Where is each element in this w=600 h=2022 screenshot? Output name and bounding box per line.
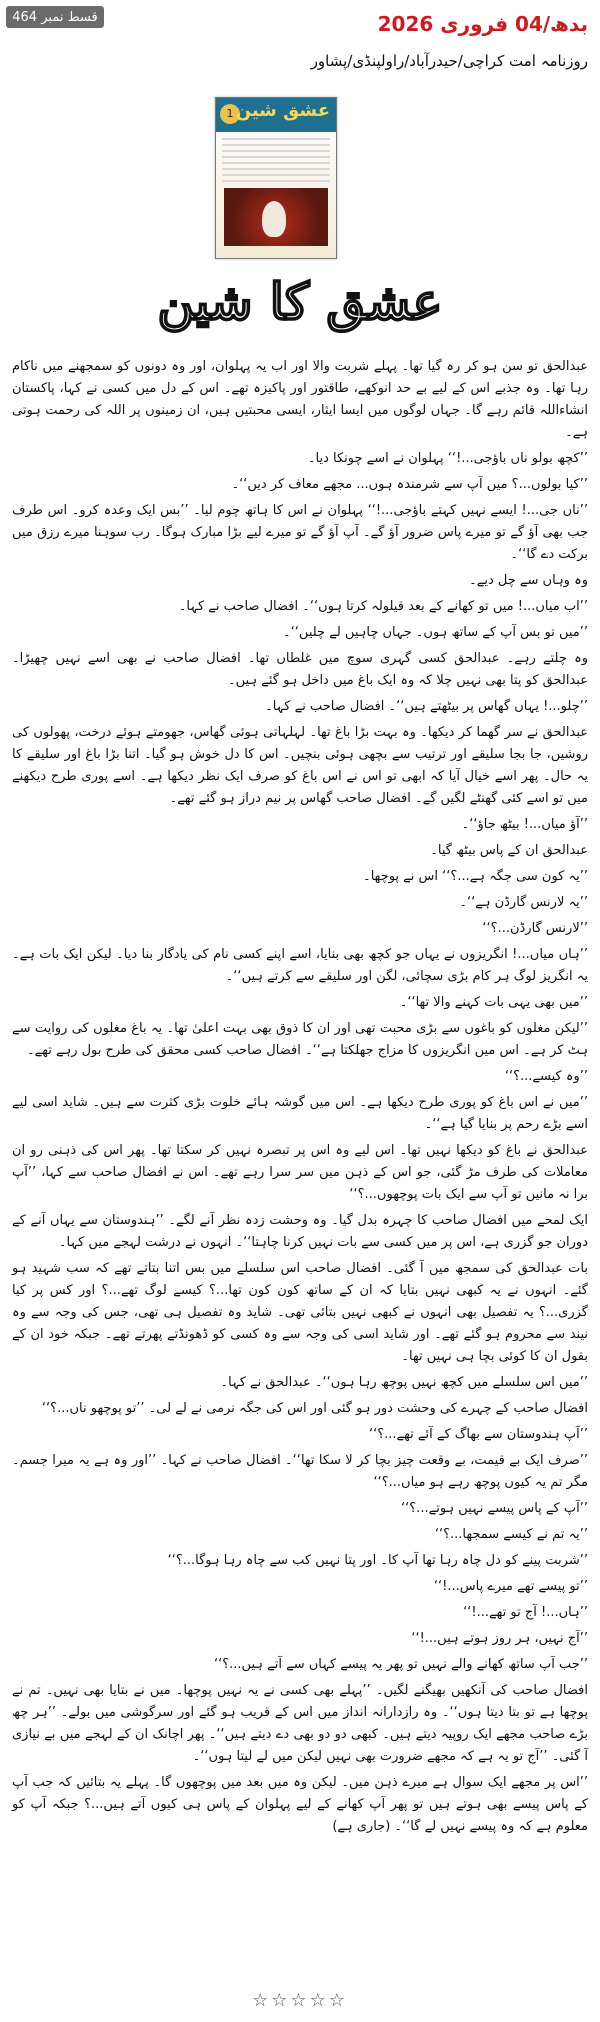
cover-text-block [222,138,330,184]
article-paragraph: ’’اب میاں...! میں تو کھانے کے بعد قیلولہ کرتا ہوں‘‘۔ افضال صاحب نے کہا۔ [178,599,588,614]
article-paragraph: عبدالحق نے سر گھما کر دیکھا۔ وہ بہت بڑا باغ تھا۔ لہلہاتی ہوئی گھاس، جھومتے ہوئے درخت، پھولوں کی روشیں، جا بجا سلیقے اور ترتیب سے بچھی ہوئی بنچیں۔ اس کا دل خوش ہو گیا۔ اتنا بڑا باغ اور سلیقے کا یہ حال۔ پھر اسے خیال آیا کہ ابھی تو اس نے اس باغ کو صرف ایک نظر دیکھا ہے۔ اسے پوری طرح دیکھنے میں تو اسے کئی گھنٹے لگیں گے۔ افضال صاحب گھاس پر نیم دراز ہو گئے تھے۔ [12,725,588,806]
article-paragraph: افضال صاحب کی آنکھیں بھیگنے لگیں۔ ’’پہلے بھی کسی نے یہ نہیں پوچھا۔ میں نے بتایا بھی نہیں۔ تم نے پوچھا ہے تو بتا دیتا ہوں‘‘۔ وہ رازدارانہ انداز میں اس کے قریب ہو گئے اور سرگوشی میں بولے۔ ’’ہر چھ بڑے صاحب مجھے ایک روپیہ دیتے ہیں۔ کبھی دو دو بھی دے دیتے ہیں‘‘۔ پھر اچانک ان کے لہجے میں بے نیازی آ گئی۔ ’’آج تو یہ ہے کہ مجھے ضرورت بھی نہیں لیکن میں لے لیتا ہوں‘‘۔ [12,1683,588,1764]
article-paragraph: وہ وہاں سے چل دیے۔ [469,573,588,588]
article-paragraph: ’’میں اس سلسلے میں کچھ نہیں پوچھ رہا ہوں‘‘۔ عبدالحق نے کہا۔ [220,1375,588,1390]
article-paragraph: ’’اس پر مجھے ایک سوال ہے میرے ذہن میں۔ لیکن وہ میں بعد میں پوچھوں گا۔ پہلے یہ بتائیں کہ جب آپ کے پاس پیسے بھی ہوتے ہیں تو پھر آپ کھانے کے لیے پہلوان کے پاس ہی کیوں آتے ہیں...؟ جبکہ آپ کو معلوم ہے کہ وہ پیسے نہیں لے گا‘‘۔ (جاری ہے) [12,1775,588,1834]
article-paragraph: عبدالحق ان کے پاس بیٹھ گیا۔ [430,843,588,858]
cover-volume-badge: 1 [220,104,240,124]
article-paragraph: ’’وہ کیسے...؟‘‘ [504,1069,588,1084]
article-paragraph: ’’میں تو بس آپ کے ساتھ ہوں۔ جہاں چاہیں لے چلیں‘‘۔ [283,625,588,640]
episode-number-badge: قسط نمبر 464 [6,6,104,28]
article-paragraph: ’’آج نہیں، ہر روز ہوتے ہیں...!‘‘ [411,1631,588,1646]
article-paragraph: بات عبدالحق کی سمجھ میں آ گئی۔ افضال صاحب اس سلسلے میں بس اتنا بتاتے تھے کہ سب شہید ہو گئے۔ انہوں نے یہ کبھی نہیں بتایا کہ ان کے ساتھ کون کون تھا...؟ کیسے لوگ تھے...؟ اور کس پر کیا گزری...؟ یہ تفصیل بھی انہوں نے کبھی نہیں بتائی تھی۔ شاید وہ تفصیل ہی تھی، جس کی وجہ سے وہ نیند سے محروم ہو گئے تھے۔ اور شاید اسی کی وجہ سے وہ کسی کو ڈھونڈتے پھرتے تھے۔ جبکہ خود ان کے بقول ان کا کوئی بچا ہی نہیں تھا۔ [12,1261,588,1364]
article-paragraph: افضال صاحب کے چہرے کی وحشت دور ہو گئی اور اس کی جگہ نرمی نے لے لی۔ ’’تو پوچھو ناں...؟‘‘ [41,1401,588,1416]
article-paragraph: وہ چلتے رہے۔ عبدالحق کسی گہری سوچ میں غلطاں تھا۔ افضال صاحب نے بھی اسے نہیں چھیڑا۔ عبدالحق کو پتا بھی نہیں چلا کہ وہ ایک باغ میں داخل ہو گئے ہیں۔ [12,651,588,688]
article-paragraph: ’’یہ لارنس گارڈن ہے‘‘۔ [459,895,588,910]
article-paragraph: ایک لمحے میں افضال صاحب کا چہرہ بدل گیا۔ وہ وحشت زدہ نظر آنے لگے۔ ’’ہندوستان سے یہاں آنے کے دوران جو گزری ہے، اس پر میں کسی سے بات نہیں کرنا چاہتا‘‘۔ انہوں نے درشت لہجے میں کہا۔ [12,1213,588,1250]
article-paragraph: ’’تو پیسے تھے میرے پاس...!‘‘ [433,1579,588,1594]
article-paragraph: ’’آپ ہندوستان سے بھاگ کے آئے تھے...؟‘‘ [368,1427,588,1442]
article-paragraph: ’’ناں جی...! ایسے نہیں کہتے باؤجی...!‘‘ پہلوان نے اس کا ہاتھ چوم لیا۔ ’’بس ایک وعدہ کرو۔ اس طرف جب بھی آؤ گے تو میرے پاس ضرور آؤ گے۔ آپ آؤ گے تو میرے لیے بڑا مبارک ہوگا۔ رب سوہنا میرے رزق میں برکت دے گا‘‘۔ [12,503,588,562]
article-paragraph: ’’چلو...! یہاں گھاس پر بیٹھتے ہیں‘‘۔ افضال صاحب نے کہا۔ [265,699,588,714]
book-cover-image [215,97,337,259]
dervish-figure-icon [262,201,286,237]
end-stars: ☆☆☆☆☆ [252,1990,348,2011]
series-title-banner: عشق کا شین [157,271,443,331]
newspaper-source: روزنامہ امت کراچی/حیدرآباد/راولپنڈی/پشاور [310,52,588,70]
article-paragraph: ’’میں نے اس باغ کو پوری طرح دیکھا ہے۔ اس میں گوشہ ہائے خلوت بڑی کثرت سے ہیں۔ شاید اسی لیے اسے بڑے رحم پر بنایا گیا ہے‘‘۔ [12,1095,588,1132]
cover-title: عشق شین [235,100,330,121]
article-paragraph: ’’جب آپ ساتھ کھانے والے نہیں تو پھر یہ پیسے کہاں سے آتے ہیں...؟‘‘ [214,1657,588,1672]
article-paragraph: ’’کیا بولوں...؟ میں آپ سے شرمندہ ہوں... مجھے معاف کر دیں‘‘۔ [231,477,588,492]
article-paragraph: ’’لارنس گارڈن...؟‘‘ [482,921,588,936]
article-paragraph: ’’ہاں...! آج تو تھے...!‘‘ [463,1605,588,1620]
article-paragraph: ’’صرف ایک بے قیمت، بے وقعت چیز بچا کر لا سکا تھا‘‘۔ افضال صاحب نے کہا۔ ’’اور وہ ہے یہ میرا جسم۔ مگر تم یہ کیوں پوچھ رہے ہو میاں...؟‘‘ [12,1453,588,1490]
article-paragraph: ’’آپ کے پاس پیسے نہیں ہوتے...؟‘‘ [401,1501,588,1516]
article-body [12,356,588,1842]
article-paragraph: ’’کچھ بولو ناں باؤجی...!‘‘ پہلوان نے اسے چونکا دیا۔ [307,451,588,466]
article-paragraph: ’’لیکن مغلوں کو باغوں سے بڑی محبت تھی اور ان کا ذوق بھی بہت اعلیٰ تھا۔ یہ باغ مغلوں کی روایت سے ہٹ کر ہے۔ اس میں انگریزوں کا مزاج جھلکتا ہے‘‘۔ افضال صاحب کسی محقق کی طرح بول رہے تھے۔ [12,1021,588,1058]
article-paragraph: ’’شربت پینے کو دل چاہ رہا تھا آپ کا۔ اور پتا نہیں کب سے چاہ رہا ہوگا...؟‘‘ [167,1553,588,1568]
article-paragraph: ’’میں بھی یہی بات کہنے والا تھا‘‘۔ [399,995,588,1010]
article-paragraph: عبدالحق تو سن ہو کر رہ گیا تھا۔ پہلے شربت والا اور اب یہ پہلوان، اور وہ دونوں کو سمجھنے میں ناکام رہا تھا۔ وہ جذبے اس کے لیے بے حد انوکھے، طاقتور اور پاکیزہ تھے۔ اس کے دل میں کسی نے کہا، پاکستان انشاءاللہ قائم رہے گا۔ جہاں لوگوں میں ایسا ایثار، ایسی محبتیں ہیں، ان زمینوں پر اللہ کی رحمت ہوتی ہے۔ [12,359,588,440]
article-paragraph: عبدالحق نے باغ کو دیکھا نہیں تھا۔ اس لیے وہ اس پر تبصرہ نہیں کر سکتا تھا۔ پھر اس کی ذہنی رو ان معاملات کی طرف مڑ گئی، جو اس کے ذہن میں سر سرا رہے تھے۔ اس نے افضال صاحب سے کہا، ’’آپ برا نہ مانیں تو آپ سے ایک بات پوچھوں...؟‘‘ [12,1143,588,1202]
article-paragraph: ’’یہ کون سی جگہ ہے...؟‘‘ اس نے پوچھا۔ [363,869,588,884]
article-paragraph: ’’یہ تم نے کیسے سمجھا...؟‘‘ [434,1527,588,1542]
publication-date: بدھ/04 فروری 2026 [377,12,588,36]
article-paragraph: ’’ہاں میاں...! انگریزوں نے یہاں جو کچھ بھی بنایا، اسے اپنے کسی نام کی یادگار بنا دیا۔ لیکن ایک بات ہے۔ یہ انگریز لوگ ہر کام بڑی سچائی، لگن اور سلیقے سے کرتے ہیں‘‘۔ [12,947,588,984]
article-paragraph: ’’آؤ میاں...! بیٹھ جاؤ‘‘۔ [461,817,588,832]
